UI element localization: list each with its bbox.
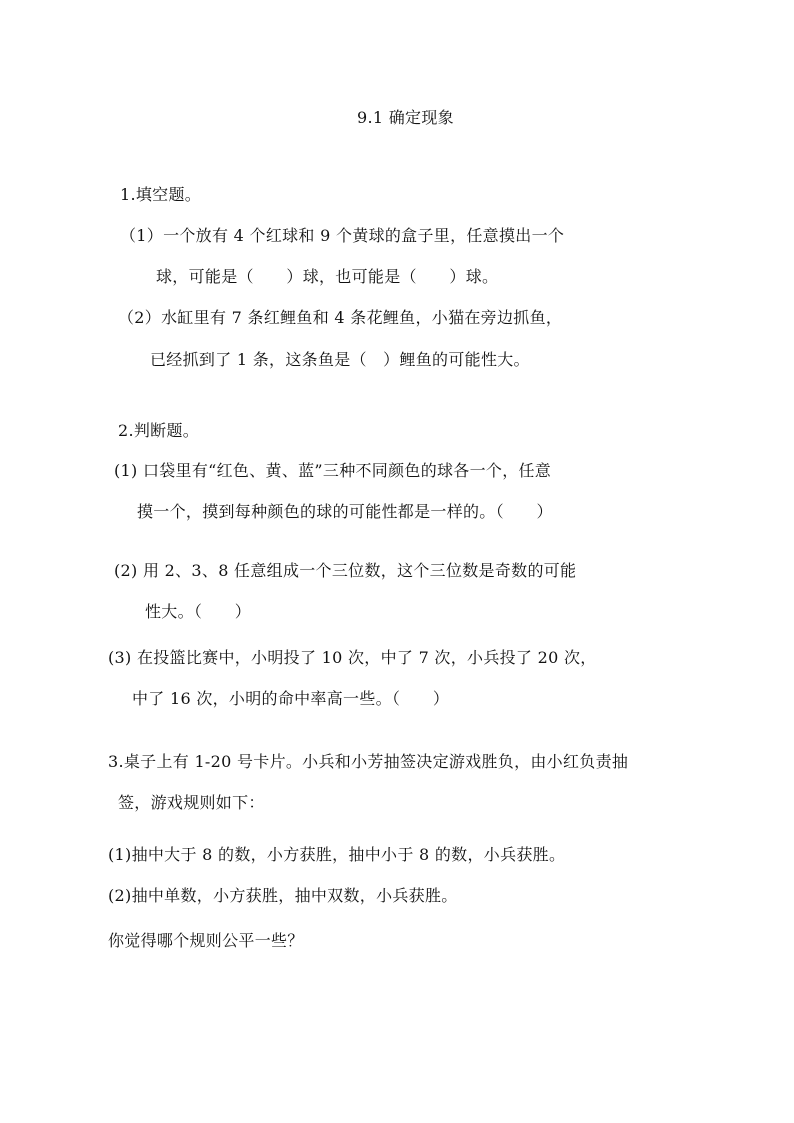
- section3-rule1: (1)抽中大于 8 的数，小方获胜，抽中小于 8 的数，小兵获胜。: [108, 845, 566, 864]
- section2-q1-line2: 摸一个，摸到每种颜色的球的可能性都是一样的。（ ）: [137, 502, 553, 521]
- section2-q2-line1: (2) 用 2、3、8 任意组成一个三位数，这个三位数是奇数的可能: [114, 561, 577, 580]
- section1-q2-line1: （2）水缸里有 7 条红鲤鱼和 4 条花鲤鱼，小猫在旁边抓鱼，: [118, 308, 563, 327]
- section3-question: 你觉得哪个规则公平一些？: [108, 931, 304, 950]
- section1-q2-line2: 已经抓到了 1 条，这条鱼是（ ）鲤鱼的可能性大。: [150, 350, 530, 369]
- section2-q2-line2: 性大。（ ）: [145, 602, 252, 621]
- section1-q1-line2: 球，可能是（ ）球，也可能是（ ）球。: [156, 267, 499, 286]
- page-title: 9.1 确定现象: [357, 108, 454, 127]
- section3-rule2: (2)抽中单数，小方获胜，抽中双数，小兵获胜。: [108, 886, 458, 905]
- section1-heading: 1.填空题。: [120, 185, 202, 204]
- section2-heading: 2.判断题。: [118, 421, 200, 440]
- section1-q1-line1: （1）一个放有 4 个红球和 9 个黄球的盒子里，任意摸出一个: [120, 226, 565, 245]
- section3-heading-line2: 签，游戏规则如下：: [118, 793, 265, 812]
- section3-heading-line1: 3.桌子上有 1-20 号卡片。小兵和小芳抽签决定游戏胜负，由小红负责抽: [108, 752, 629, 771]
- section2-q1-line1: (1) 口袋里有“红色、黄、蓝”三种不同颜色的球各一个，任意: [114, 461, 552, 480]
- section2-q3-line2: 中了 16 次，小明的命中率高一些。（ ）: [132, 689, 450, 708]
- section2-q3-line1: (3) 在投篮比赛中，小明投了 10 次，中了 7 次，小兵投了 20 次，: [108, 648, 597, 667]
